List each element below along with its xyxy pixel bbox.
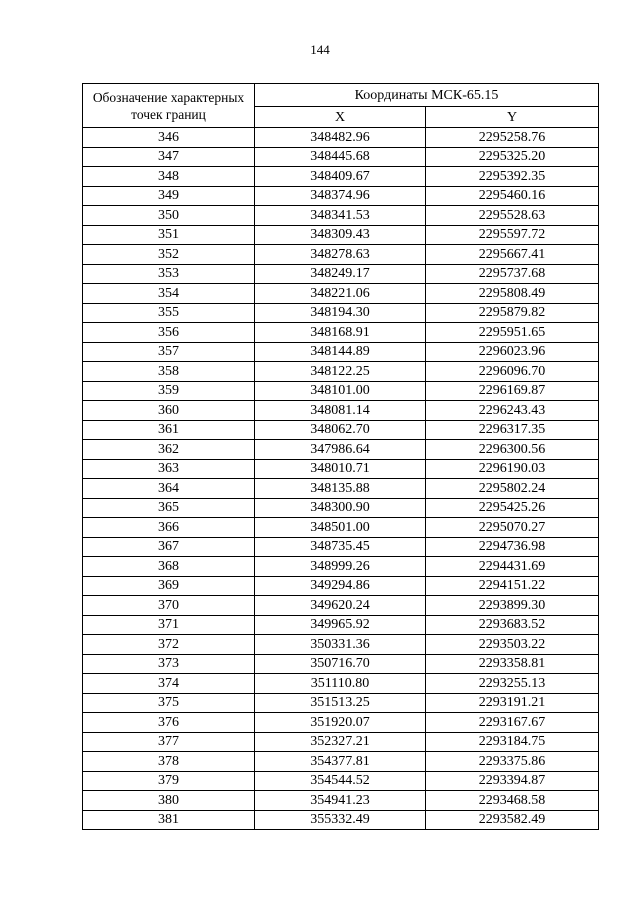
table-row	[83, 635, 599, 655]
y-cell: 2293394.87	[426, 771, 599, 791]
point-cell: 364	[83, 479, 255, 499]
y-cell: 2295667.41	[426, 245, 599, 265]
point-cell: 381	[83, 810, 255, 830]
table-row	[83, 810, 599, 830]
page-number: 144	[310, 42, 330, 57]
y-cell: 2293184.75	[426, 732, 599, 752]
point-cell: 349	[83, 186, 255, 206]
table-row	[83, 245, 599, 265]
x-cell: 348501.00	[255, 518, 426, 538]
table-row	[83, 752, 599, 772]
point-cell: 367	[83, 537, 255, 557]
y-cell: 2296096.70	[426, 362, 599, 382]
point-cell: 346	[83, 128, 255, 148]
x-cell: 348081.14	[255, 401, 426, 421]
x-cell: 350716.70	[255, 654, 426, 674]
table-row	[83, 537, 599, 557]
table-row	[83, 498, 599, 518]
point-cell: 347	[83, 147, 255, 167]
point-cell: 370	[83, 596, 255, 616]
table-row	[83, 323, 599, 343]
y-cell: 2295425.26	[426, 498, 599, 518]
table-row	[83, 732, 599, 752]
y-cell: 2295951.65	[426, 323, 599, 343]
x-cell: 349965.92	[255, 615, 426, 635]
x-cell: 348309.43	[255, 225, 426, 245]
point-cell: 354	[83, 284, 255, 304]
point-cell: 361	[83, 420, 255, 440]
x-cell: 348221.06	[255, 284, 426, 304]
table-row	[83, 381, 599, 401]
point-cell: 378	[83, 752, 255, 772]
table-row	[83, 186, 599, 206]
table-row	[83, 791, 599, 811]
y-cell: 2293899.30	[426, 596, 599, 616]
y-cell: 2294151.22	[426, 576, 599, 596]
y-cell: 2295258.76	[426, 128, 599, 148]
point-cell: 369	[83, 576, 255, 596]
x-cell: 348194.30	[255, 303, 426, 323]
y-cell: 2293683.52	[426, 615, 599, 635]
y-cell: 2296300.56	[426, 440, 599, 460]
table-row	[83, 342, 599, 362]
y-cell: 2295808.49	[426, 284, 599, 304]
point-cell: 366	[83, 518, 255, 538]
table-row	[83, 557, 599, 577]
y-cell: 2294431.69	[426, 557, 599, 577]
x-cell: 347986.64	[255, 440, 426, 460]
x-cell: 348278.63	[255, 245, 426, 265]
y-cell: 2295802.24	[426, 479, 599, 499]
table-row	[83, 576, 599, 596]
x-cell: 348409.67	[255, 167, 426, 187]
x-cell: 348062.70	[255, 420, 426, 440]
y-cell: 2295528.63	[426, 206, 599, 226]
point-cell: 357	[83, 342, 255, 362]
point-cell: 365	[83, 498, 255, 518]
y-cell: 2296169.87	[426, 381, 599, 401]
y-cell: 2293255.13	[426, 674, 599, 694]
point-cell: 374	[83, 674, 255, 694]
point-cell: 359	[83, 381, 255, 401]
coordinates-table	[82, 83, 599, 830]
y-cell: 2293468.58	[426, 791, 599, 811]
y-cell: 2296023.96	[426, 342, 599, 362]
point-cell: 371	[83, 615, 255, 635]
table-row	[83, 459, 599, 479]
point-cell: 350	[83, 206, 255, 226]
y-cell: 2295325.20	[426, 147, 599, 167]
table-row	[83, 654, 599, 674]
table-row	[83, 440, 599, 460]
point-column-header: Обозначение характерных точек границ	[83, 84, 255, 128]
point-cell: 372	[83, 635, 255, 655]
coordinates-header: Координаты МСК-65.15	[255, 84, 599, 107]
point-cell: 363	[83, 459, 255, 479]
x-cell: 348101.00	[255, 381, 426, 401]
table-row	[83, 303, 599, 323]
y-cell: 2295070.27	[426, 518, 599, 538]
x-cell: 348374.96	[255, 186, 426, 206]
table-row	[83, 615, 599, 635]
x-cell: 348445.68	[255, 147, 426, 167]
point-cell: 373	[83, 654, 255, 674]
y-cell: 2293358.81	[426, 654, 599, 674]
x-cell: 348144.89	[255, 342, 426, 362]
x-cell: 348482.96	[255, 128, 426, 148]
x-column-header: X	[255, 107, 426, 128]
table-row	[83, 518, 599, 538]
point-cell: 376	[83, 713, 255, 733]
point-cell: 353	[83, 264, 255, 284]
x-cell: 351920.07	[255, 713, 426, 733]
y-cell: 2293167.67	[426, 713, 599, 733]
x-cell: 348999.26	[255, 557, 426, 577]
y-cell: 2295392.35	[426, 167, 599, 187]
table-row	[83, 596, 599, 616]
x-cell: 348300.90	[255, 498, 426, 518]
x-cell: 355332.49	[255, 810, 426, 830]
table-row	[83, 264, 599, 284]
y-cell: 2293375.86	[426, 752, 599, 772]
point-cell: 379	[83, 771, 255, 791]
y-cell: 2296317.35	[426, 420, 599, 440]
y-cell: 2295737.68	[426, 264, 599, 284]
point-cell: 360	[83, 401, 255, 421]
x-cell: 354544.52	[255, 771, 426, 791]
table-row	[83, 674, 599, 694]
x-cell: 348735.45	[255, 537, 426, 557]
table-row	[83, 147, 599, 167]
y-cell: 2294736.98	[426, 537, 599, 557]
table-row	[83, 420, 599, 440]
table-row	[83, 401, 599, 421]
point-cell: 351	[83, 225, 255, 245]
y-cell: 2295460.16	[426, 186, 599, 206]
table-header	[83, 84, 599, 128]
x-cell: 351513.25	[255, 693, 426, 713]
x-cell: 348249.17	[255, 264, 426, 284]
y-column-header: Y	[426, 107, 599, 128]
x-cell: 348010.71	[255, 459, 426, 479]
x-cell: 349294.86	[255, 576, 426, 596]
table-row	[83, 284, 599, 304]
point-cell: 368	[83, 557, 255, 577]
x-cell: 348122.25	[255, 362, 426, 382]
point-cell: 348	[83, 167, 255, 187]
y-cell: 2296243.43	[426, 401, 599, 421]
x-cell: 350331.36	[255, 635, 426, 655]
point-cell: 358	[83, 362, 255, 382]
point-cell: 362	[83, 440, 255, 460]
table-row	[83, 128, 599, 148]
x-cell: 351110.80	[255, 674, 426, 694]
table-body	[83, 128, 599, 830]
table-row	[83, 225, 599, 245]
x-cell: 348168.91	[255, 323, 426, 343]
x-cell: 348341.53	[255, 206, 426, 226]
table-row	[83, 693, 599, 713]
y-cell: 2296190.03	[426, 459, 599, 479]
table-row	[83, 167, 599, 187]
table-row	[83, 206, 599, 226]
y-cell: 2293503.22	[426, 635, 599, 655]
y-cell: 2295597.72	[426, 225, 599, 245]
point-cell: 352	[83, 245, 255, 265]
table-row	[83, 479, 599, 499]
point-cell: 375	[83, 693, 255, 713]
y-cell: 2295879.82	[426, 303, 599, 323]
table-row	[83, 771, 599, 791]
point-cell: 377	[83, 732, 255, 752]
x-cell: 354941.23	[255, 791, 426, 811]
y-cell: 2293582.49	[426, 810, 599, 830]
x-cell: 352327.21	[255, 732, 426, 752]
point-cell: 355	[83, 303, 255, 323]
point-cell: 380	[83, 791, 255, 811]
x-cell: 354377.81	[255, 752, 426, 772]
x-cell: 349620.24	[255, 596, 426, 616]
table-row	[83, 713, 599, 733]
y-cell: 2293191.21	[426, 693, 599, 713]
point-cell: 356	[83, 323, 255, 343]
x-cell: 348135.88	[255, 479, 426, 499]
table-row	[83, 362, 599, 382]
